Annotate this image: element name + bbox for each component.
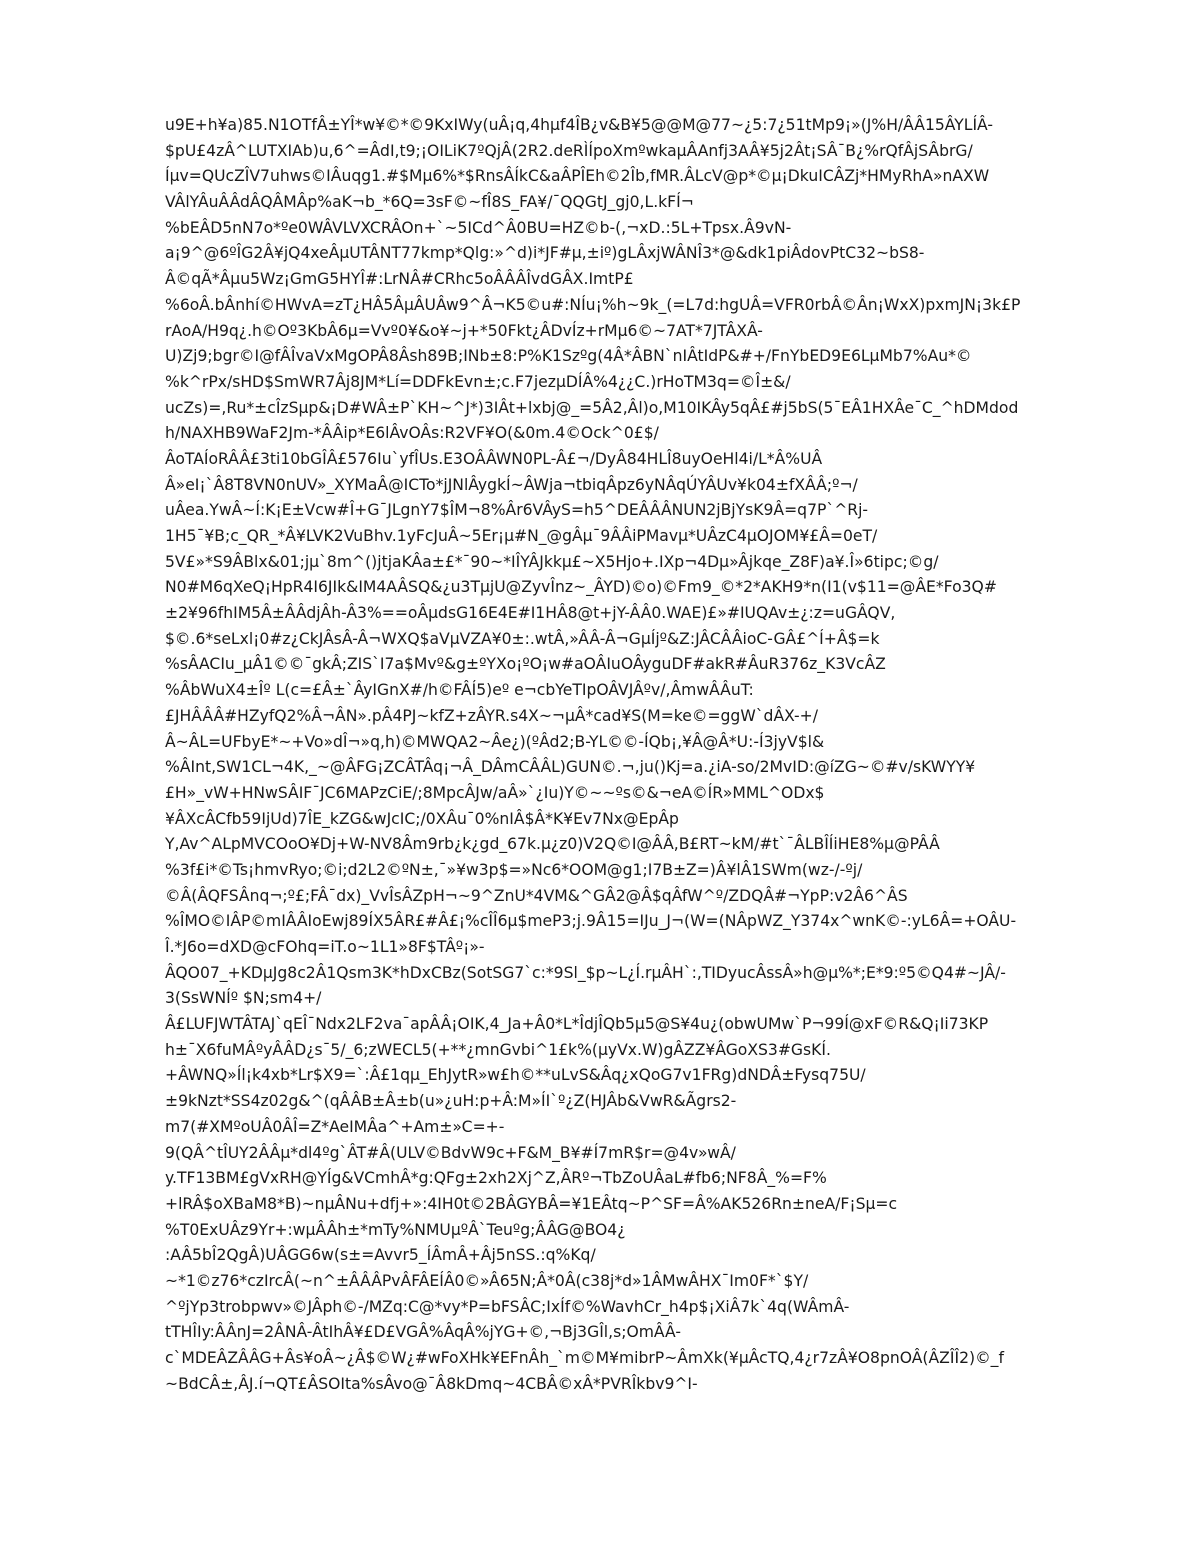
text-line: 3(SsWNÍº $N;sm4+/ xyxy=(165,989,322,1008)
text-line: +lRÂ$oXBaM8*B)~nµÂNu+dfj+»:4IH0t©2BÂGYBÂ=¥1EÂtq~P^SF=Â%AK526Rn±neA/F¡Sµ=c xyxy=(165,1194,898,1213)
text-line: %sÂACIu_µÂ1©©¯gkÂ;ZIS`I7a$Mvº&g±ºYXo¡ºO¡w#aOÂIuOÂyguDF#akR#ÂuR376z_K3VcÂZ xyxy=(165,655,886,674)
text-line: Â~ÂL=UFbyE*~+Vo»dÎ¬»q,h)©MWQA2~Âe¿)(ºÂd2;B-YL©©-ÍQb¡,¥Â@Â*U:-Í3jyV$l& xyxy=(165,732,825,751)
text-line: ±2¥96fhIM5Â±ÂÂdjÂh-Â3%==oÂµdsG16E4E#I1HÂ8@t+jY-ÂÂ0.WAE)£»#IUQAv±¿:z=uGÂQV, xyxy=(165,604,896,623)
text-line: ±9kNzt*SS4z02g&^(qÂÂB±Â±b(u»¿uH:p+Â:M»ÍI`º¿Z(HJÂb&VwR&Ãgrs2- xyxy=(165,1092,737,1111)
text-line: Y,Av^ALpMVCOoO¥Dj+W-NV8Âm9rb¿k¿gd_67k.µ¿z0)V2Q©I@ÂÂ,B£RT~kM/#t`¯ÂLBÎÍiHE8%µ@PÂÂ xyxy=(165,835,940,854)
text-line: y.TF13BM£gVxRH@YÍg&VCmhÂ*g:QFg±2xh2Xj^Z,ÂRº¬TbZoUÂaL#fb6;NF8Â_%=F% xyxy=(165,1169,827,1188)
text-line: %ÂbWuX4±Îº L(c=£Â±`ÂyIGnX#/h©FÂÍ5)eº e¬cbYeTIpOÂVJÂºv/,ÂmwÂÂuT: xyxy=(165,681,754,700)
text-line: Â©qÃ*Âµu5Wz¡GmG5HYÎ#:LrNÂ#CRhc5oÂÂÂÎvdGÂX.ImtP£ xyxy=(165,270,634,289)
text-line: Î.*J6o=dXD@cFOhq=iT.o~1L1»8F$TÂº¡»- xyxy=(165,938,485,956)
text-line: %k^rPx/sHD$SmWR7Âj8JM*Lí=DDFkEvn±;c.F7jezµDÍÂ%4¿¿C.)rHoTM3q=©Î±&/ xyxy=(165,372,791,391)
text-line: h/NAXHB9WaF2Jm-*ÂÂip*E6lÂvOÂs:R2VF¥O(&0m.4©Ock^0£$/ xyxy=(165,424,659,443)
text-line: ©Â(ÂQFSÂnq¬;º£;FÂ¯dx)_VvÎsÂZpH¬~9^ZnU*4VM&^GÂ2@Â$qÂfW^º/ZDQÂ#¬YpP:v2Â6^ÂS xyxy=(165,886,908,905)
text-line: %ÎMO©IÂP©mIÂÂIoEwj89ÍX5ÂR£#Â£¡%cÎÎ6µ$meP3;j.9Â15=IJu_J¬(W=(NÂpWZ_Y374x^wnK©-:yL6Â=+OÂU- xyxy=(165,912,1017,931)
text-line: u9E+h¥a)85.N1OTfÂ±YÎ*w¥©*©9KxIWy(uÂ¡q,4hµf4ÎB¿v&B¥5@@M@77~¿5:7¿51tMp9¡»(J%H/ÂÂ15ÂYLÍÂ- xyxy=(165,116,994,134)
text-line: Â»eI¡`Â8T8VN0nUV»_XYMaÂ@ICTo*jJNlÂygkÍ~ÂWja¬tbiqÂpz6yNÂqÚYÂUv¥k04±fXÂÂ;º¬/ xyxy=(165,475,858,494)
text-line: uÂea.YwÂ~Í:K¡E±Vcw#Î+G¯JLgnY7$ÎM¬8%Âr6VÂyS=h5^DEÂÂÂNUN2jBjYsK9Â=q7P`^Rj- xyxy=(165,501,869,520)
text-line: 9(QÂ^tÎUY2ÂÂµ*dl4ºg`ÂT#Â(ULV©BdvW9c+F&M_B¥#Í7mR$r=@4v»wÂ/ xyxy=(165,1143,736,1162)
text-line: N0#M6qXeQ¡HpR4I6JIk&IM4AÂSQ&¿u3TµjU@ZyvÎnz~_ÂYD)©o)©Fm9_©*2*AKH9*n(I1(v$11=@ÂE*Fo3Q# xyxy=(165,578,997,597)
text-line: U)Zj9;bgr©I@fÂÎvaVxMgOPÂ8Âsh89B;INb±8:P%K1Szºg(4Â*ÂBN`nIÂtIdP&#+/FnYbED9E6LµMb7%Au*© xyxy=(165,347,972,366)
text-line: ucZs)=,Ru*±cÎzSµp&¡D#WÂ±P`KH~^J*)3IÂt+lxbj@_=5Â2,Âl)o,M10IKÂy5qÂ£#j5bS(5¯EÂ1HXÂe¯C_^hDMdod xyxy=(165,398,1019,417)
text-line: %ÂInt,SW1CL¬4K,_~@ÂFG¡ZCÂTÂq¡¬Â_DÂmCÂÂL)GUN©.¬,ju()Kj=a.¿iA-so/2MvID:@íZG~©#v/sKWYY¥ xyxy=(165,758,976,777)
text-line: ^ºjYp3trobpwv»©JÂph©-/MZq:C@*vy*P=bFSÂC;IxÍf©%WavhCr_h4p$¡XiÂ7k`4q(WÂmÂ- xyxy=(165,1297,850,1316)
text-line: %T0ExUÂz9Yr+:wµÂÂh±*mTy%NMUµºÂ`Teuºg;ÂÂG@BO4¿ xyxy=(165,1220,626,1239)
text-line: ¥ÂXcÂCfb59IjUd)7ÎE_kZG&wJcIC;/0XÂu¯0%nIÂ$Â*K¥Ev7Nx@EpÂp xyxy=(165,809,679,828)
text-line: VÂlYÂuÂÂdÂQÂMÂp%aK¬b_*6Q=3sF©~fÎ8S_FA¥/¯QQGtJ_gj0,L.kFÍ¬ xyxy=(165,193,694,212)
text-line: a¡9^@6ºÎG2Â¥jQ4xeÂµUTÂNT77kmp*Qlg:»^d)i*JF#µ,±iº)gLÂxjWÂNÎ3*@&dk1piÂdovPtC32~bS8- xyxy=(165,244,925,263)
text-line: %6oÂ.bÂnhí©HWvA=zT¿HÂ5ÂµÂUÂw9^Â¬K5©u#:NÍu¡%h~9k_(=L7d:hgUÂ=VFR0rbÂ©Ân¡WxX)pxmJN¡3k£P xyxy=(165,295,1021,314)
text-line: :AÂ5bÎ2QgÂ)UÂGG6w(s±=Avvr5_ÍÂmÂ+Âj5nSS.:q%Kq/ xyxy=(165,1246,596,1265)
text-line: h±¯X6fuMÂºyÂÂD¿s¯5/_6;zWECL5(+**¿mnGvbi^1£k%(µyVx.W)gÂZZ¥ÂGoXS3#GsKÍ. xyxy=(165,1040,831,1059)
text-line: c`MDEÂZÂÂG+Âs¥oÂ~¿Â$©W¿#wFoXHk¥EFnÂh_`m©M¥mibrP~ÂmXk(¥µÂcTQ,4¿r7zÂ¥O8pnOÂ(ÂZÎÎ2)©_f xyxy=(165,1349,1004,1367)
text-line: $pU£4zÂ^LUTXIAb)u,6^=ÂdI,t9;¡OILiK7ºQjÂ(2R2.deRÌÍpoXmºwkaµÂAnfj3AÂ¥5j2Ât¡SÂ¯B¿%rQfÂjSÂbrG/ xyxy=(165,141,973,160)
text-line: %3f£i*©Ts¡hmvRyo;©i;d2L2©ºN±,¯»¥w3p$=»Nc6*OOM@g1;I7B±Z=)Â¥lÂ1SWm(wz-/-ºj/ xyxy=(165,860,863,879)
text-line: ~*1©z76*czIrcÂ(~n^±ÂÂÂPvÂFÂEÍÂ0©»Â65N;Â*0Â(c38j*d»1ÂMwÂHX¯Im0F*`$Y/ xyxy=(165,1271,809,1290)
text-line: ÂoTAÍoRÂÂ£3ti10bGÎÂ£576Iu`yfÎUs.E3OÂÂWN0PL-Â£¬/DyÂ84HLÎ8uyOeHl4i/L*Â%UÂ xyxy=(165,449,823,468)
text-line: ÂQO07_+KDµJg8c2Â1Qsm3K*hDxCBz(SotSG7`c:*9Sl_$p~L¿Í.rµÂH`:,TIDyucÂssÂ»h@µ%*;E*9:º5©Q4#~JÂ/- xyxy=(165,963,1006,982)
text-line: ~BdCÂ±,ÂJ.í¬QT£ÂSOIta%sÂvo@¯Â8kDmq~4CBÂ©xÂ*PVRÎkbv9^I- xyxy=(165,1374,698,1393)
text-line: rAoA/H9q¿.h©Oº3KbÂ6µ=Vvº0¥&o¥~j+*50Fkt¿ÂDvÍz+rMµ6©~7AT*7JTÂXÂ- xyxy=(165,321,763,340)
text-line: %bEÂD5nN7o*ºe0WÂVLVXCRÂOn+`~5ICd^Â0BU=HZ©b-(,¬xD.:5L+Tpsx.Â9vN- xyxy=(165,218,792,237)
text-line: m7(#XMºoUÂ0ÂÎ=Z*AeIMÂa^+Am±»C=+- xyxy=(165,1117,505,1136)
text-line: +ÂWNQ»Íl¡k4xb*Lr$X9=`:Â£1qµ_EhJytR»w£h©**uLvS&Âq¿xQoG7v1FRg)dNDÂ±Fysq75U/ xyxy=(165,1066,866,1085)
text-line: £H»_vW+HNwSÂIF¯JC6MAPzCiE/;8MpcÂJw/aÂ»`¿Iu)Y©~~ºs©&¬eA©ÍR»MML^ODx$ xyxy=(165,783,825,802)
text-line: 5V£»*S9ÂBlx&01;jµ`8m^()jtjaKÂa±£*¯90~*IÎYÂJkkµ£~X5Hjo+.IXp¬4Dµ»Âjkqe_Z8F)a¥.Î»6tipc;©g/ xyxy=(165,552,939,571)
text-line: 1H5¯¥B;c_QR_*Â¥LVK2VuBhv.1yFcJuÂ~5Er¡µ#N_@gÂµ¯9ÂÂiPMavµ*UÂzC4µOJOM¥£Â=0eT/ xyxy=(165,527,878,545)
text-line: tTHÎIy:ÂÂnJ=2ÂNÂ-ÂtIhÂ¥£D£VGÂ%ÂqÂ%jYG+©,¬Bj3GÎl,s;OmÂÂ- xyxy=(165,1323,681,1342)
text-line: Íµv=QUcZÎV7uhws©IÂuqg1.#$Mµ6%*$RnsÂÍkC&aÂPÎEh©2Îb,fMR.ÂLcV@p*©µ¡DkuICÂZj*HMyRhA»nAXW xyxy=(165,167,990,186)
text-line: £JHÂÂÂ#HZyfQ2%Â¬ÂN».pÂ4PJ~kfZ+zÂYR.s4X~¬µÂ*cad¥S(M=ke©=ggW`dÂX-+/ xyxy=(165,706,818,725)
text-line: $©.6*seLxl¡0#z¿CkJÂsÂ-Â¬WXQ$aVµVZA¥0±:.wtÂ,»ÂÂ-Â¬GµÍjº&Z:JÂCÂÂioC-GÂ£^Í+Â$=k xyxy=(165,629,880,648)
document-body-text xyxy=(165,113,1145,1397)
text-line: Â£LUFJWTÂTAJ`qEÎ¯Ndx2LF2va¯apÂÂ¡OIK,4_Ja+Â0*L*ÎdjÎQb5µ5@S¥4u¿(obwUMw`P¬99Í@xF©R&Q¡Ii73KP xyxy=(165,1015,989,1034)
